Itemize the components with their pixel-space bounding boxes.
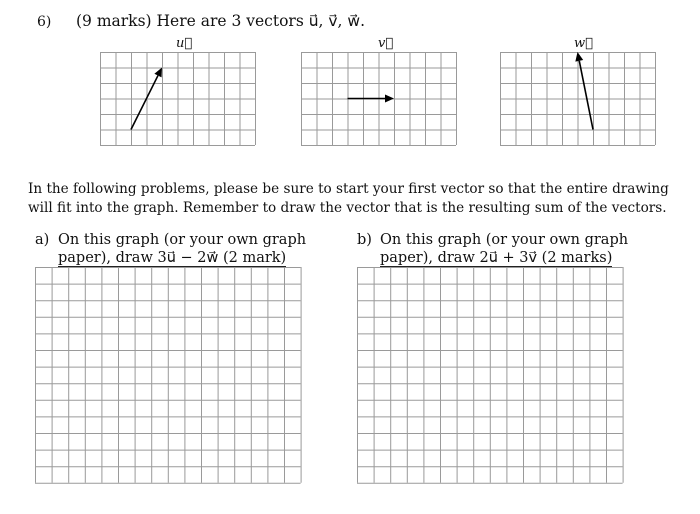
- vector-u-grid: [100, 52, 260, 150]
- part-b-marker: b): [357, 232, 372, 248]
- part-a-line1: On this graph (or your own graph: [58, 232, 307, 248]
- instructions-text: In the following problems, please be sure to start your first vector so that the entire drawing will fit into the graph. Remember to draw the vector that is the resulting sum of the vectors.: [28, 181, 669, 216]
- vector-v-label: v⃗: [378, 36, 394, 51]
- part-a-answer-grid[interactable]: [35, 267, 303, 489]
- part-b-answer-grid[interactable]: [357, 267, 625, 489]
- part-a-line2: paper), draw 3u⃗ − 2w⃗ (2 mark): [58, 250, 287, 266]
- question-number: 6): [37, 14, 52, 30]
- vector-w-grid: [500, 52, 660, 150]
- vector-w-label: w⃗: [574, 36, 593, 51]
- part-a-marker: a): [35, 232, 50, 248]
- part-b-line2: paper), draw 2u⃗ + 3v⃗ (2 marks): [380, 250, 613, 266]
- part-b-line1: On this graph (or your own graph: [380, 232, 629, 248]
- vector-v-arrow: [348, 95, 395, 103]
- vector-v-grid: [301, 52, 461, 150]
- part-b-prompt: [357, 231, 628, 267]
- part-a-prompt: [35, 231, 306, 267]
- vector-u-label: u⃗: [176, 36, 193, 51]
- question-header: (9 marks) Here are 3 vectors u⃗, v⃗, w⃗.: [76, 12, 366, 30]
